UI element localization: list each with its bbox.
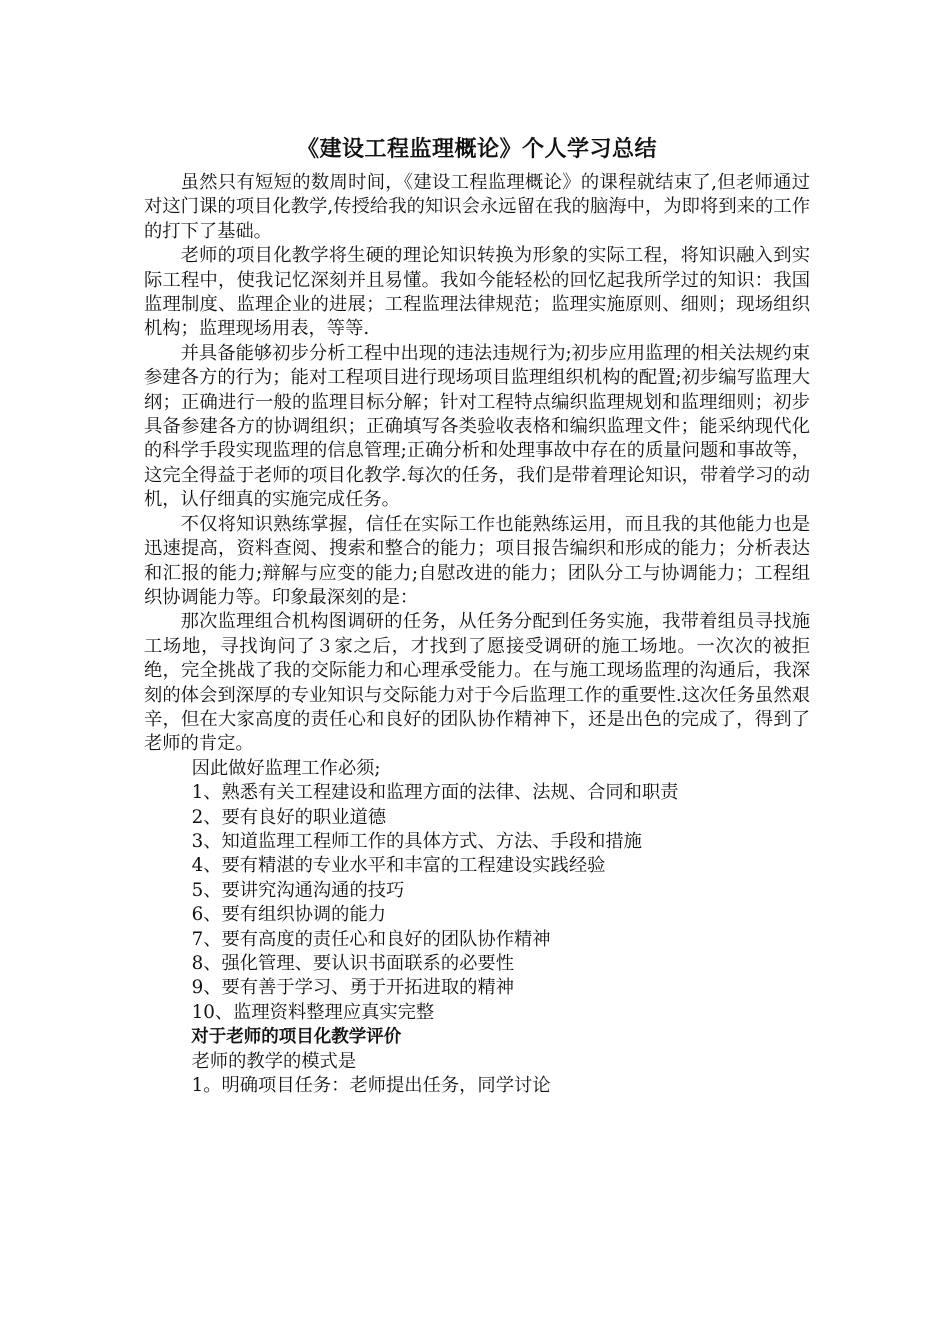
document-body bbox=[144, 133, 810, 1098]
paragraph-teaching-method: 老师的项目化教学将生硬的理论知识转换为形象的实际工程，将知识融入到实际工程中，使我记忆深刻并且易懂。我如今能轻松的回忆起我所学过的知识：我国监理制度、监理企业的进展；工程监理法律规范；监理实施原则、细则；现场组织机构；监理现场用表，等等. bbox=[144, 245, 810, 340]
requirements-intro: 因此做好监理工作必须; bbox=[191, 757, 381, 779]
list-item: 1、熟悉有关工程建设和监理方面的法律、法规、合同和职责 bbox=[191, 782, 679, 804]
list-item: 3、知道监理工程师工作的具体方式、方法、手段和措施 bbox=[191, 830, 642, 852]
section-subheading: 对于老师的项目化教学评价 bbox=[191, 1027, 402, 1048]
paragraph-survey-task: 那次监理组合机构图调研的任务，从任务分配到任务实施，我带着组员寻找施工场地，寻找询问了３家之后，才找到了愿接受调研的施工场地。一次次的被拒绝，完全挑战了我的交际能力和心理承受能力。在与施工现场监理的沟通后，我深刻的体会到深厚的专业知识与交际能力对于今后监理工作的重要性.这次任务虽然艰辛，但在大家高度的责任心和良好的团队协作精神下，还是出色的完成了，得到了老师的肯定。 bbox=[144, 611, 810, 755]
paragraph-intro: 虽然只有短短的数周时间，《建设工程监理概论》的课程就结束了,但老师通过对这门课的项目化教学,传授给我的知识会永远留在我的脑海中，为即将到来的工作的打下了基础。 bbox=[144, 172, 810, 242]
list-item: 9、要有善于学习、勇于开拓进取的精神 bbox=[191, 977, 514, 999]
list-item: 2、要有良好的职业道德 bbox=[191, 806, 387, 828]
requirements-list bbox=[144, 781, 810, 1025]
list-item: 8、强化管理、要认识书面联系的必要性 bbox=[191, 953, 514, 974]
document-title: 《建设工程监理概论》个人学习总结 bbox=[296, 137, 657, 162]
list-item: 10、监理资料整理应真实完整 bbox=[191, 1001, 435, 1023]
teaching-mode-item: 1。明确项目任务：老师提出任务，同学讨论 bbox=[191, 1075, 551, 1097]
list-item: 5、要讲究沟通沟通的技巧 bbox=[191, 879, 405, 901]
list-item: 7、要有高度的责任心和良好的团队协作精神 bbox=[191, 928, 551, 950]
teaching-mode-line: 老师的教学的模式是 bbox=[191, 1050, 357, 1072]
list-item: 4、要有精湛的专业水平和丰富的工程建设实践经验 bbox=[191, 855, 606, 877]
paragraph-abilities: 并具备能够初步分析工程中出现的违法违规行为;初步应用监理的相关法规约束参建各方的行为；能对工程项目进行现场项目监理组织机构的配置;初步编写监理大纲；正确进行一般的监理目标分解；针对工程特点编织监理规划和监理细则；初步具备参建各方的协调组织；正确填写各类验收表格和编织监理文件；能采纳现代化的科学手段实现监理的信息管理;正确分析和处理事故中存在的质量问题和事故等，这完全得益于老师的项目化教学.每次的任务，我们是带着理论知识，带着学习的动机，认仔细真的实施完成任务。 bbox=[144, 342, 810, 511]
list-item: 6、要有组织协调的能力 bbox=[191, 904, 387, 926]
paragraph-other-abilities: 不仅将知识熟练掌握，信任在实际工作也能熟练运用，而且我的其他能力也是迅速提高，资料查阅、搜索和整合的能力；项目报告编织和形成的能力；分析表达和汇报的能力;辩解与应变的能力;自慰改进的能力；团队分工与协调能力；工程组织协调能力等。印象最深刻的是： bbox=[144, 513, 810, 608]
